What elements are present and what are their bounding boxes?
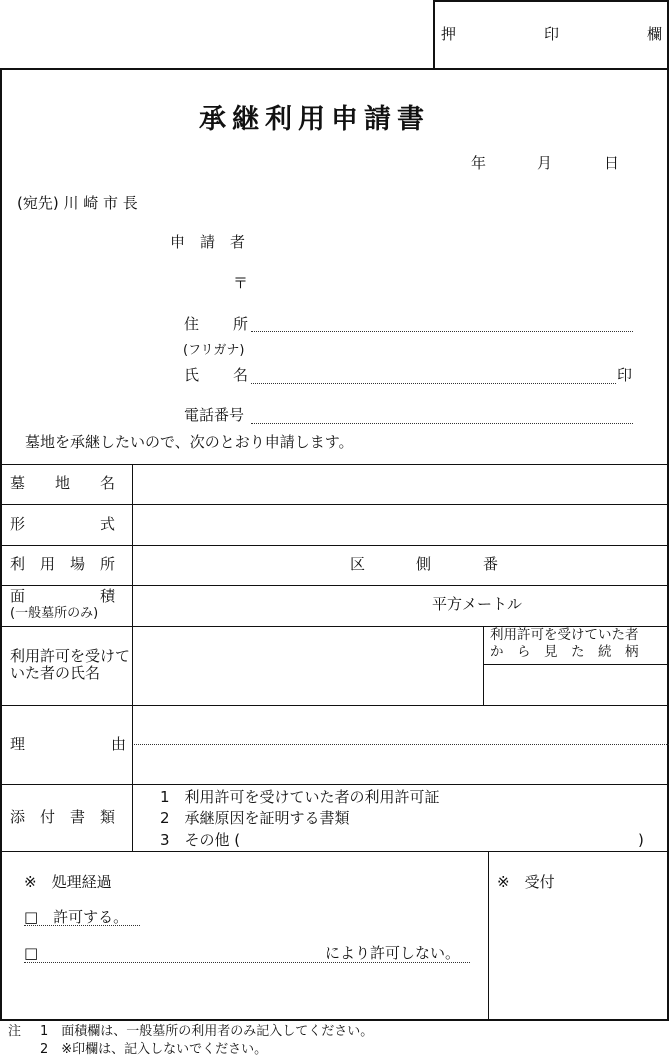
seal-box-label-1: 押 xyxy=(441,25,457,43)
name-label-2: 名 xyxy=(233,366,249,384)
area-unit: 平方メートル xyxy=(432,595,523,613)
attachment-item: 1 利用許可を受けていた者の利用許可証 xyxy=(160,788,440,806)
note-1: 1 面積欄は、一般墓所の利用者のみ記入してください。 xyxy=(40,1024,374,1039)
reason-field[interactable] xyxy=(134,707,667,783)
reason-label-1: 理 xyxy=(10,735,26,753)
row-divider xyxy=(0,705,669,706)
furigana-label: (フリガナ) xyxy=(183,343,245,358)
location-gawa: 側 xyxy=(416,555,432,573)
address-label-2: 所 xyxy=(233,315,249,333)
note-2: 2 ※印欄は、記入しないでください。 xyxy=(40,1042,268,1057)
prev-holder-label-1: 利用許可を受けて xyxy=(10,647,131,665)
row-divider xyxy=(0,851,669,852)
relation-label-2: か ら 見 た 続 柄 xyxy=(490,644,639,660)
attachment-item: 3 その他 ( xyxy=(160,831,241,849)
reason-label-2: 由 xyxy=(111,735,127,753)
applicant-heading: 申 請 者 xyxy=(170,233,246,251)
grave-name-label: 墓 地 名 xyxy=(10,474,116,492)
relation-divider xyxy=(483,664,669,665)
date-year-label: 年 xyxy=(471,154,487,172)
permit-checkbox[interactable]: □ 許可する。 xyxy=(24,908,129,926)
attachment-other-close: ) xyxy=(638,831,644,849)
seal-box-label-2: 印 xyxy=(544,25,560,43)
phone-label: 電話番号 xyxy=(184,406,245,424)
permit-underline xyxy=(24,925,140,926)
process-heading: ※ 処理経過 xyxy=(24,873,112,891)
address-label-1: 住 xyxy=(184,315,200,333)
relation-label-1: 利用許可を受けていた者 xyxy=(490,627,639,643)
receipt-label: ※ 受付 xyxy=(497,873,555,891)
addressee: (宛先) 川 崎 市 長 xyxy=(17,194,138,212)
location-ku: 区 xyxy=(350,555,366,573)
table-top-line xyxy=(0,464,669,465)
notes-prefix: 注 xyxy=(8,1024,22,1039)
relation-field[interactable] xyxy=(485,666,667,704)
attachments-label: 添 付 書 類 xyxy=(10,808,116,826)
relation-column-divider xyxy=(483,626,484,705)
deny-reason-field[interactable] xyxy=(24,962,470,963)
seal-mark: 印 xyxy=(617,366,633,384)
location-label: 利 用 場 所 xyxy=(10,555,116,573)
form-label: 形 式 xyxy=(10,515,116,533)
form-field[interactable] xyxy=(134,506,667,544)
name-field[interactable] xyxy=(251,383,616,384)
row-divider xyxy=(0,545,669,546)
form-title: 承継利用申請書 xyxy=(199,104,430,135)
area-label: 面 積 xyxy=(10,587,116,605)
postal-mark: 〒 xyxy=(233,274,249,292)
date-month-label: 月 xyxy=(537,154,553,172)
grave-name-field[interactable] xyxy=(134,466,667,503)
phone-field[interactable] xyxy=(251,423,633,424)
seal-box-label-3: 欄 xyxy=(647,25,663,43)
row-divider xyxy=(0,784,669,785)
office-column-divider xyxy=(488,851,489,1021)
area-sublabel: (一般墓所のみ) xyxy=(10,606,99,621)
attachment-item: 2 承継原因を証明する書類 xyxy=(160,809,350,827)
row-divider xyxy=(0,504,669,505)
name-label-1: 氏 xyxy=(184,366,200,384)
statement: 墓地を承継したいので、次のとおり申請します。 xyxy=(25,433,354,451)
deny-checkbox[interactable]: □ xyxy=(24,944,39,962)
date-day-label: 日 xyxy=(604,154,620,172)
location-ban: 番 xyxy=(483,555,499,573)
address-field[interactable] xyxy=(251,331,633,332)
label-column-divider xyxy=(132,464,133,851)
prev-holder-field[interactable] xyxy=(134,628,481,704)
prev-holder-label-2: いた者の氏名 xyxy=(10,664,101,682)
row-divider xyxy=(0,585,669,586)
deny-text: により許可しない。 xyxy=(325,944,461,962)
